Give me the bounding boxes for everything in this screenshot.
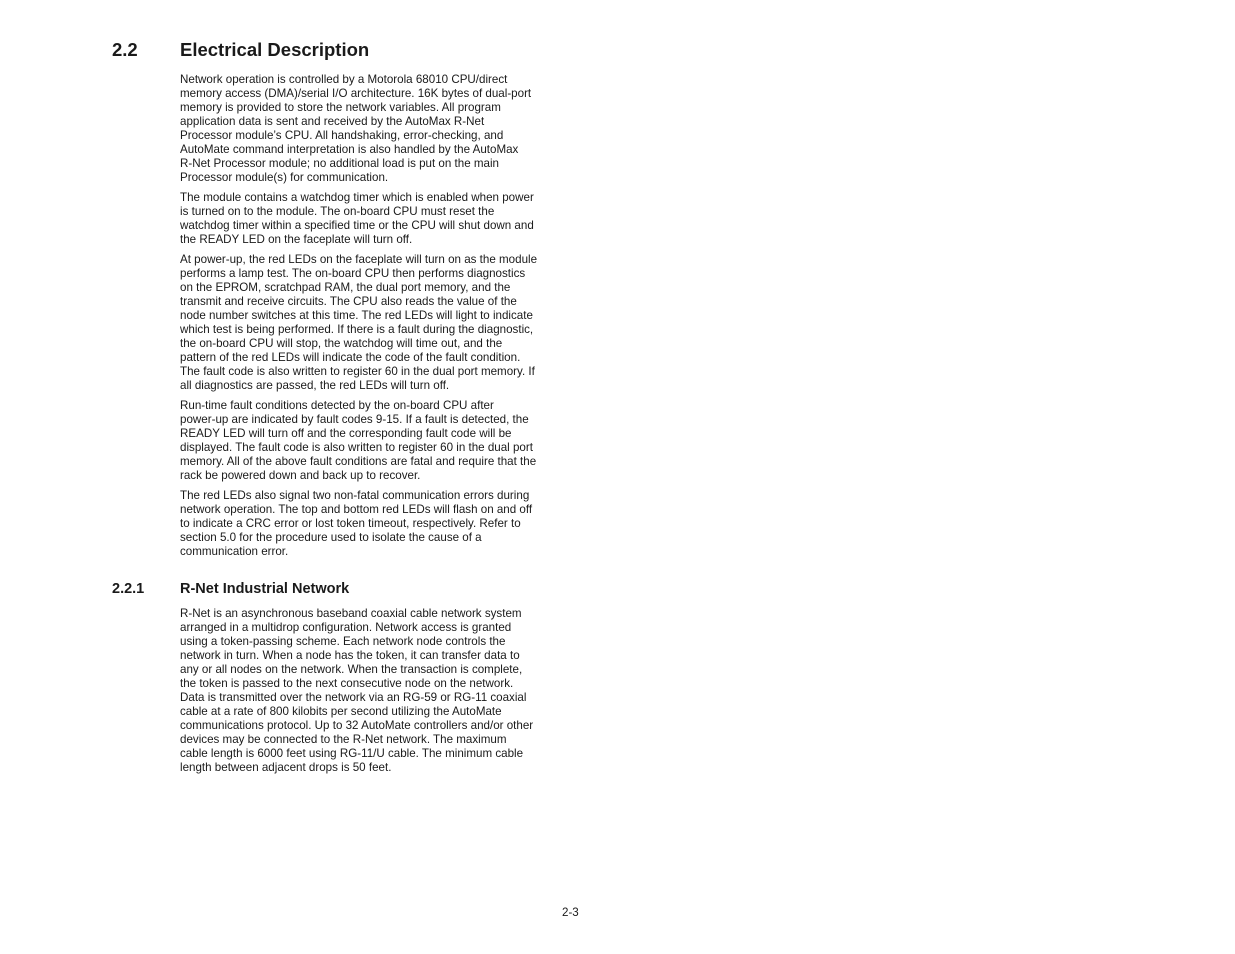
text-line: Network operation is controlled by a Motorola 68010 CPU/direct bbox=[180, 73, 508, 86]
text-line: all diagnostics are passed, the red LEDs will turn off. bbox=[180, 379, 450, 392]
paragraph-cpu-architecture bbox=[180, 73, 568, 185]
text-line: displayed. The fault code is also written to register 60 in the dual port bbox=[180, 441, 533, 454]
text-line: Processor module(s) for communication. bbox=[180, 171, 389, 184]
text-line: cable length is 6000 feet using RG-11/U cable. The minimum cable bbox=[180, 747, 524, 760]
text-line: At power-up, the red LEDs on the faceplate will turn on as the module bbox=[180, 253, 538, 266]
text-line: to indicate a CRC error or lost token timeout, respectively. Refer to bbox=[180, 517, 521, 530]
page-number: 2-3 bbox=[562, 906, 579, 919]
text-line: Run-time fault conditions detected by the on-board CPU after bbox=[180, 399, 494, 412]
subsection-number: 2.2.1 bbox=[112, 581, 145, 597]
text-line: the on-board CPU will stop, the watchdog will time out, and the bbox=[180, 337, 503, 350]
text-line: R-Net is an asynchronous baseband coaxial cable network system bbox=[180, 607, 522, 620]
paragraph-run-time-faults bbox=[180, 399, 568, 483]
text-line: READY LED will turn off and the corresponding fault code will be bbox=[180, 427, 512, 440]
text-line: memory access (DMA)/serial I/O architecture. 16K bytes of dual-port bbox=[180, 87, 532, 100]
text-line: AutoMate command interpretation is also handled by the AutoMax bbox=[180, 143, 519, 156]
text-line: communications protocol. Up to 32 AutoMate controllers and/or other bbox=[180, 719, 534, 732]
text-line: watchdog timer within a specified time or the CPU will shut down and bbox=[180, 219, 534, 232]
text-line: node number switches at this time. The red LEDs will light to indicate bbox=[180, 309, 533, 322]
subsection-heading bbox=[112, 579, 349, 599]
text-line: length between adjacent drops is 50 feet. bbox=[180, 761, 392, 774]
text-line: any or all nodes on the network. When the transaction is complete, bbox=[180, 663, 523, 676]
text-line: the READY LED on the faceplate will turn off. bbox=[180, 233, 413, 246]
text-line: the token is passed to the next consecutive node on the network. bbox=[180, 677, 514, 690]
text-line: on the EPROM, scratchpad RAM, the dual port memory, and the bbox=[180, 281, 511, 294]
paragraph-communication-errors bbox=[180, 489, 568, 559]
text-line: rack be powered down and back up to recover. bbox=[180, 469, 421, 482]
text-line: Processor module’s CPU. All handshaking, error-checking, and bbox=[180, 129, 504, 142]
text-line: which test is being performed. If there is a fault during the diagnostic, bbox=[180, 323, 534, 336]
text-line: power-up are indicated by fault codes 9-15. If a fault is detected, the bbox=[180, 413, 529, 426]
text-line: network operation. The top and bottom red LEDs will flash on and off bbox=[180, 503, 533, 516]
text-line: arranged in a multidrop configuration. Network access is granted bbox=[180, 621, 512, 634]
text-line: section 5.0 for the procedure used to isolate the cause of a bbox=[180, 531, 482, 544]
section-title: Electrical Description bbox=[180, 39, 370, 60]
subsection-body bbox=[180, 607, 568, 781]
section-heading bbox=[112, 38, 369, 62]
text-line: devices may be connected to the R-Net network. The maximum bbox=[180, 733, 507, 746]
section-number: 2.2 bbox=[112, 39, 138, 60]
subsection-title: R-Net Industrial Network bbox=[180, 581, 350, 597]
text-line: cable at a rate of 800 kilobits per second utilizing the AutoMate bbox=[180, 705, 502, 718]
text-line: The red LEDs also signal two non-fatal communication errors during bbox=[180, 489, 530, 502]
text-line: memory is provided to store the network variables. All program bbox=[180, 101, 501, 114]
text-line: The module contains a watchdog timer which is enabled when power bbox=[180, 191, 534, 204]
text-line: application data is sent and received by the AutoMax R-Net bbox=[180, 115, 485, 128]
text-line: pattern of the red LEDs will indicate the code of the fault condition. bbox=[180, 351, 521, 364]
paragraph-power-up-diagnostics bbox=[180, 253, 568, 393]
text-line: R-Net Processor module; no additional load is put on the main bbox=[180, 157, 500, 170]
text-line: performs a lamp test. The on-board CPU then performs diagnostics bbox=[180, 267, 526, 280]
text-line: memory. All of the above fault conditions are fatal and require that the bbox=[180, 455, 537, 468]
section-body bbox=[180, 73, 568, 565]
paragraph-watchdog-timer bbox=[180, 191, 568, 247]
text-line: network in turn. When a node has the token, it can transfer data to bbox=[180, 649, 520, 662]
text-line: Data is transmitted over the network via an RG-59 or RG-11 coaxial bbox=[180, 691, 527, 704]
text-line: The fault code is also written to register 60 in the dual port memory. If bbox=[180, 365, 535, 378]
text-line: transmit and receive circuits. The CPU also reads the value of the bbox=[180, 295, 517, 308]
text-line: is turned on to the module. The on-board CPU must reset the bbox=[180, 205, 495, 218]
text-line: communication error. bbox=[180, 545, 289, 558]
text-line: using a token-passing scheme. Each network node controls the bbox=[180, 635, 506, 648]
paragraph-rnet-overview bbox=[180, 607, 568, 775]
